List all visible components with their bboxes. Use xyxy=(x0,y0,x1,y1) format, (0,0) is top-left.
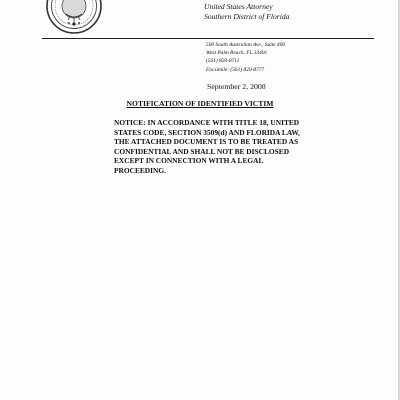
address-phone: (561) 820-8711 xyxy=(206,58,240,65)
office-district: Southern District of Florida xyxy=(204,12,290,21)
notification-heading-text: NOTIFICATION OF IDENTIFIED VICTIM xyxy=(126,99,274,108)
office-title: United States Attorney xyxy=(204,2,273,11)
address-facsimile: Facsimile: (561) 820-8777 xyxy=(206,66,265,73)
notice-line: THE ATTACHED DOCUMENT IS TO BE TREATED AS xyxy=(114,137,299,147)
notice-line: PROCEEDING. xyxy=(114,165,166,175)
notification-heading xyxy=(0,99,400,108)
notice-line: CONFIDENTIAL AND SHALL NOT BE DISCLOSED xyxy=(114,146,290,156)
address-city: West Palm Beach, FL 33401 xyxy=(206,50,268,57)
notice-line: NOTICE: IN ACCORDANCE WITH TITLE 18, UNITED xyxy=(114,118,300,127)
letterhead-divider xyxy=(42,38,374,39)
department-of-justice-seal-icon xyxy=(46,0,102,34)
letterhead-office xyxy=(204,2,289,22)
office-address xyxy=(206,41,285,74)
confidentiality-notice xyxy=(114,118,312,176)
notice-line: STATES CODE, SECTION 3509(d) AND FLORIDA LAW, xyxy=(114,127,300,137)
notice-line: EXCEPT IN CONNECTION WITH A LEGAL xyxy=(114,156,264,166)
address-street: 500 South Australian Ave., Suite 400 xyxy=(206,42,286,48)
letter-date: September 2, 2008 xyxy=(207,82,266,91)
